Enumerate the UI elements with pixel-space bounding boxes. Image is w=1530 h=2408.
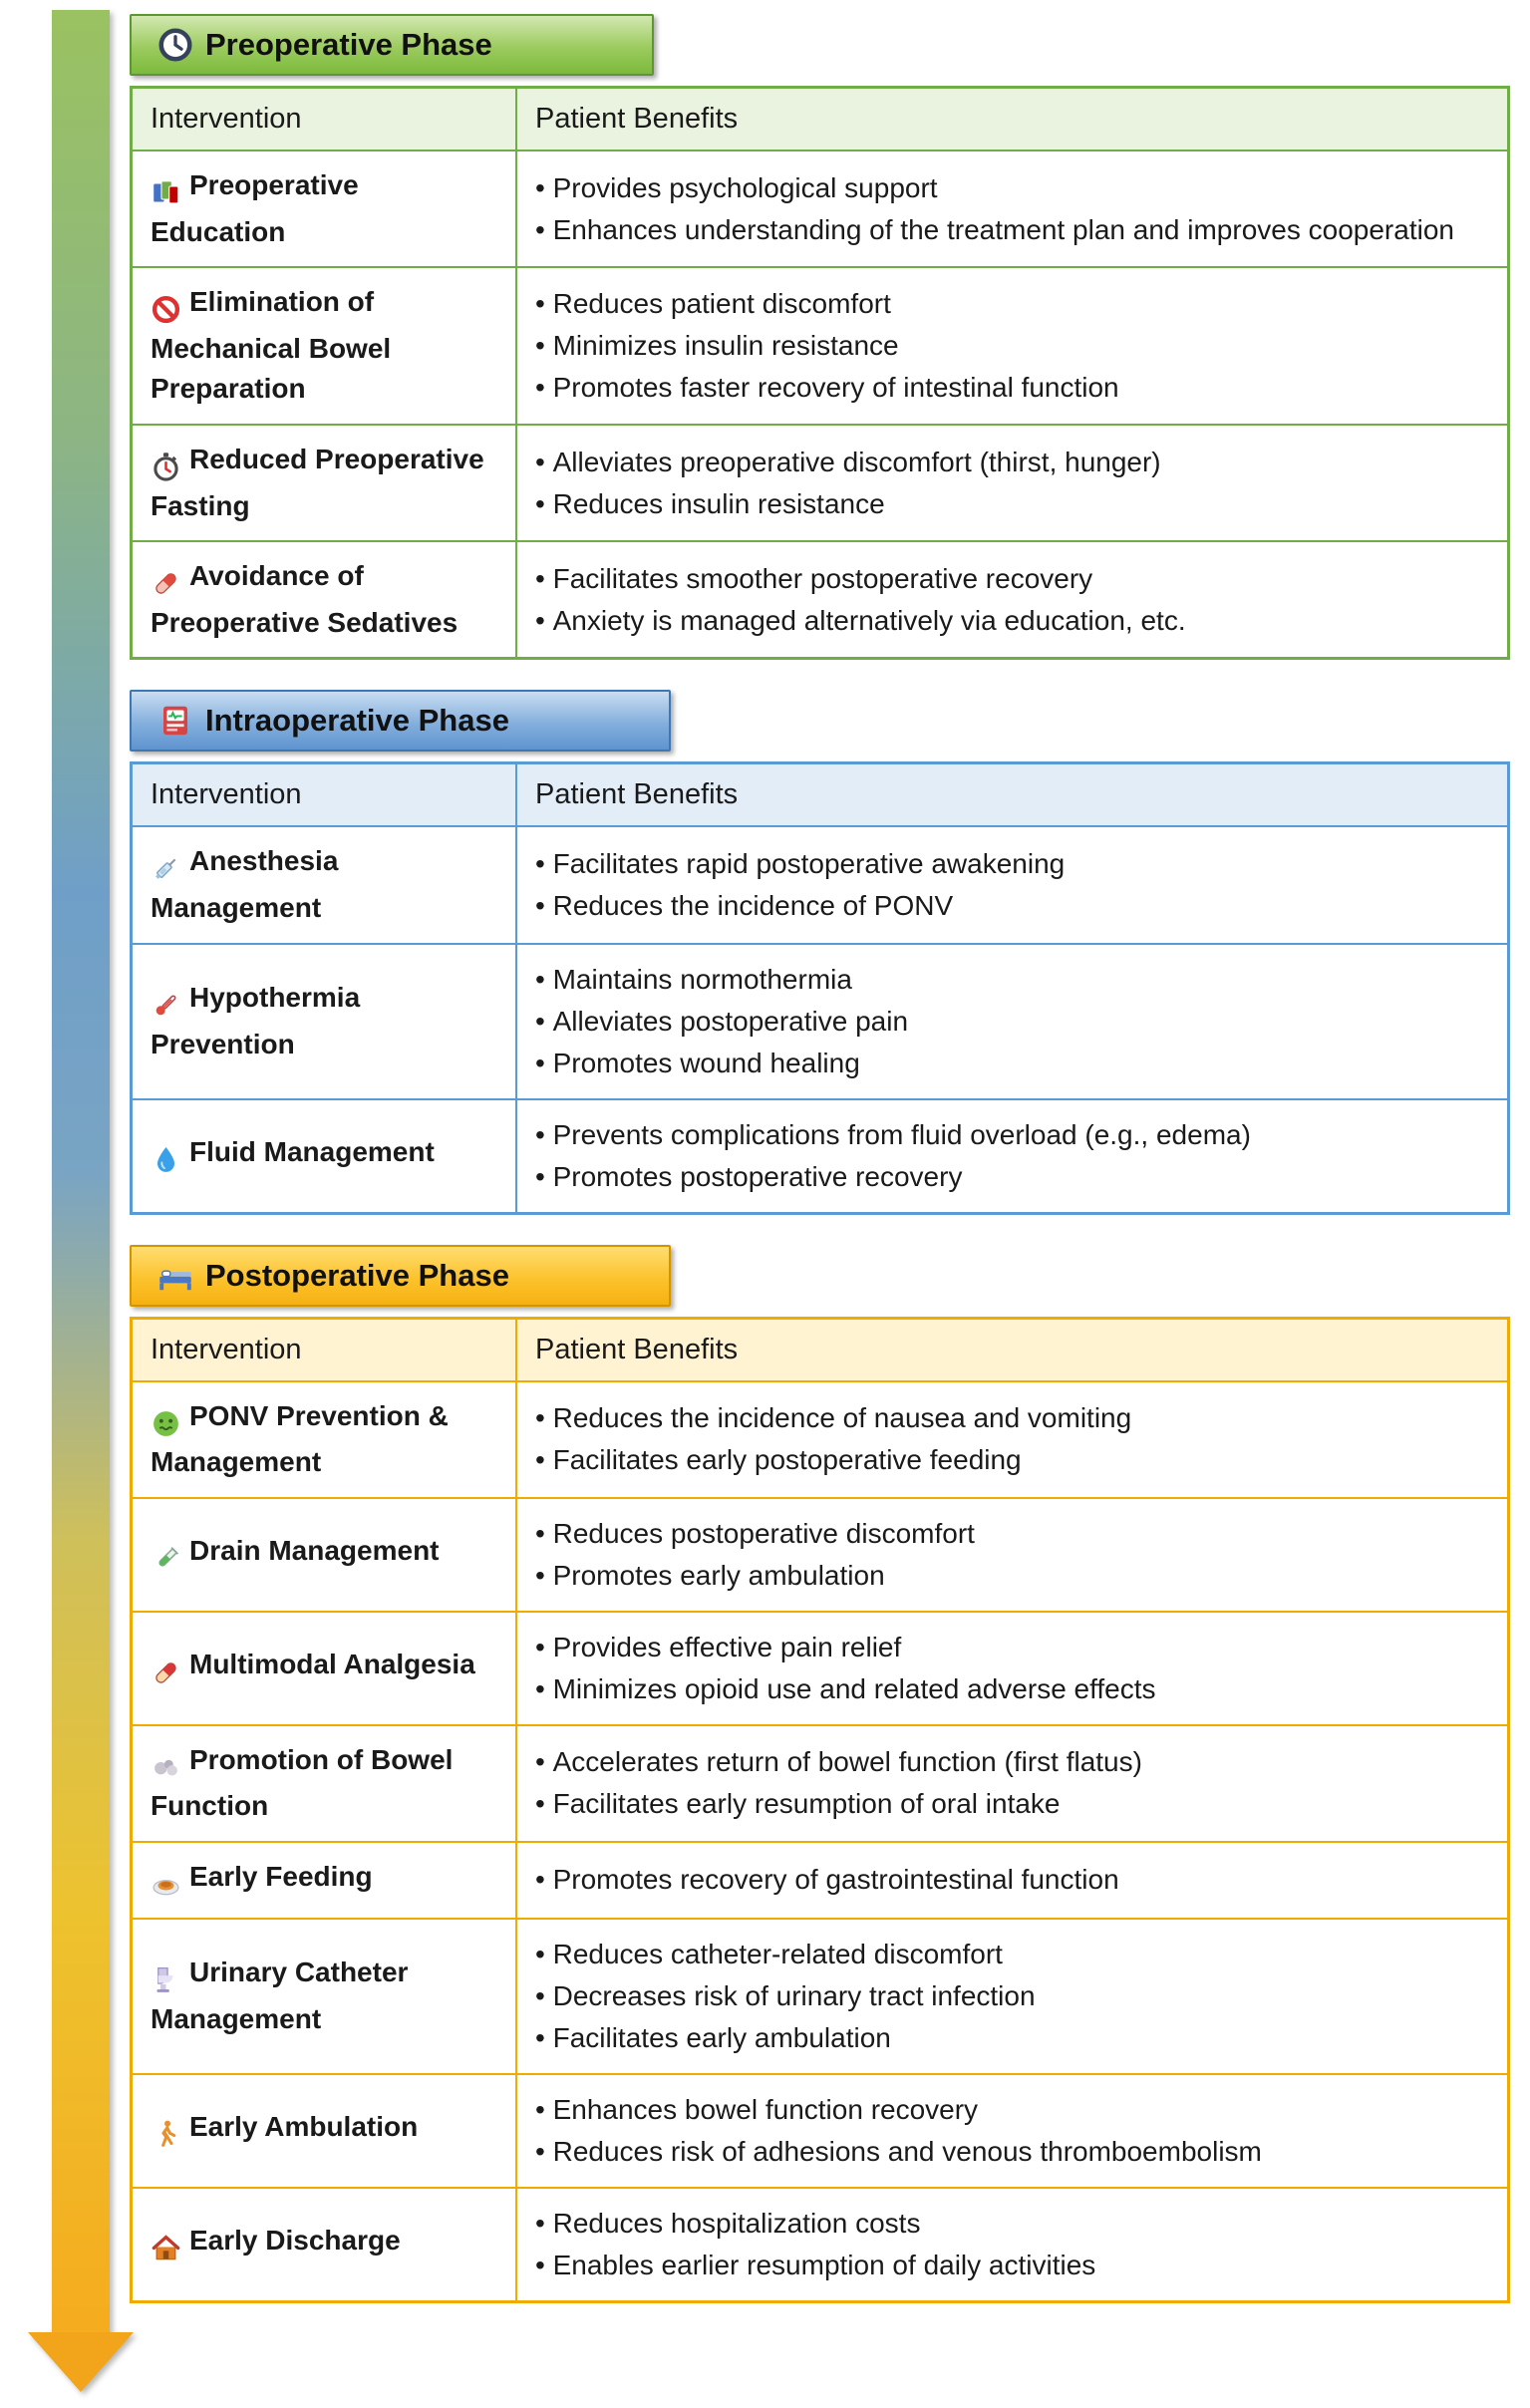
- benefit-item: • Promotes wound healing: [535, 1043, 1489, 1084]
- section-intraoperative: [130, 690, 1510, 1214]
- no-entry-icon: [151, 288, 181, 329]
- benefit-item: • Minimizes opioid use and related adverse effects: [535, 1668, 1489, 1710]
- table-row: [132, 2074, 1509, 2188]
- benefit-item: • Promotes postoperative recovery: [535, 1156, 1489, 1198]
- meal-icon: [151, 1863, 181, 1904]
- intervention-label: Early Discharge: [189, 2225, 401, 2257]
- benefit-item: • Anxiety is managed alternatively via education, etc.: [535, 600, 1489, 642]
- intervention-label: Multimodal Analgesia: [189, 1649, 475, 1680]
- droplet-icon: [151, 1138, 181, 1179]
- intervention-label: Avoidance of Preoperative Sedatives: [151, 560, 459, 638]
- benefit-item: • Maintains normothermia: [535, 959, 1489, 1001]
- benefit-item: • Facilitates early resumption of oral intake: [535, 1783, 1489, 1825]
- benefit-item: • Prevents complications from fluid overload (e.g., edema): [535, 1114, 1489, 1156]
- table-row: [132, 1381, 1509, 1498]
- intervention-label: Fluid Management: [189, 1136, 435, 1168]
- phase-header-postoperative: [130, 1245, 671, 1307]
- benefit-item: • Decreases risk of urinary tract infection: [535, 1975, 1489, 2017]
- intervention-label: Reduced Preoperative Fasting: [151, 443, 484, 521]
- benefit-item: • Facilitates early ambulation: [535, 2017, 1489, 2059]
- wind-icon: [151, 1746, 181, 1787]
- intraoperative-table: [130, 761, 1510, 1214]
- table-row: [132, 267, 1509, 425]
- benefit-item: • Reduces patient discomfort: [535, 283, 1489, 325]
- phase-title-preoperative: Preoperative Phase: [205, 27, 492, 62]
- benefit-item: • Alleviates preoperative discomfort (thirst, hunger): [535, 442, 1489, 483]
- benefit-item: • Minimizes insulin resistance: [535, 325, 1489, 367]
- benefit-item: • Facilitates smoother postoperative recovery: [535, 558, 1489, 600]
- benefit-item: • Enables earlier resumption of daily activities: [535, 2245, 1489, 2286]
- clock-icon: [157, 27, 193, 63]
- table-row: [132, 1919, 1509, 2074]
- intervention-label: Promotion of Bowel Function: [151, 1743, 454, 1822]
- syringe-icon: [151, 847, 181, 888]
- table-row: [132, 1842, 1509, 1919]
- benefit-item: • Reduces risk of adhesions and venous thromboembolism: [535, 2131, 1489, 2173]
- benefit-item: • Reduces insulin resistance: [535, 483, 1489, 525]
- column-header-benefits: Patient Benefits: [516, 88, 1509, 151]
- test-tube-icon: [151, 1537, 181, 1578]
- timeline-flow-arrow: [28, 10, 134, 2398]
- intervention-label: PONV Prevention & Management: [151, 1399, 449, 1478]
- benefit-item: • Reduces catheter-related discomfort: [535, 1934, 1489, 1975]
- bed-icon: [157, 1258, 193, 1294]
- column-header-intervention: Intervention: [132, 1318, 517, 1381]
- phase-header-intraoperative: [130, 690, 671, 752]
- postoperative-table: [130, 1317, 1510, 2303]
- column-header-benefits: Patient Benefits: [516, 763, 1509, 827]
- benefit-item: • Promotes early ambulation: [535, 1555, 1489, 1597]
- nausea-face-icon: [151, 1402, 181, 1443]
- section-postoperative: [130, 1245, 1510, 2303]
- phase-title-postoperative: Postoperative Phase: [205, 1257, 509, 1293]
- stopwatch-icon: [151, 446, 181, 486]
- benefit-item: • Provides effective pain relief: [535, 1627, 1489, 1668]
- table-row: [132, 944, 1509, 1099]
- phase-header-preoperative: [130, 14, 654, 76]
- phase-title-intraoperative: Intraoperative Phase: [205, 703, 509, 739]
- benefit-item: • Reduces hospitalization costs: [535, 2203, 1489, 2245]
- benefit-item: • Reduces the incidence of nausea and vomiting: [535, 1397, 1489, 1439]
- table-row: [132, 541, 1509, 659]
- flow-arrow-head: [28, 2332, 134, 2392]
- table-header-row: [132, 763, 1509, 827]
- house-icon: [151, 2227, 181, 2267]
- benefit-item: • Facilitates rapid postoperative awakening: [535, 843, 1489, 885]
- table-row: [132, 826, 1509, 943]
- pill-icon: [151, 562, 181, 603]
- column-header-intervention: Intervention: [132, 88, 517, 151]
- section-preoperative: [130, 14, 1510, 660]
- table-row: [132, 1099, 1509, 1214]
- intervention-label: Preoperative Education: [151, 169, 359, 247]
- column-header-benefits: Patient Benefits: [516, 1318, 1509, 1381]
- benefit-item: • Provides psychological support: [535, 167, 1489, 209]
- intervention-label: Hypothermia Prevention: [151, 981, 361, 1059]
- table-row: [132, 1498, 1509, 1612]
- benefit-item: • Reduces the incidence of PONV: [535, 885, 1489, 927]
- intervention-label: Drain Management: [189, 1535, 440, 1567]
- walking-icon: [151, 2113, 181, 2154]
- table-header-row: [132, 1318, 1509, 1381]
- benefit-item: • Enhances understanding of the treatment plan and improves cooperation: [535, 209, 1489, 251]
- benefit-item: • Promotes recovery of gastrointestinal function: [535, 1859, 1489, 1901]
- benefit-item: • Reduces postoperative discomfort: [535, 1513, 1489, 1555]
- intervention-label: Early Feeding: [189, 1860, 373, 1892]
- table-row: [132, 2188, 1509, 2302]
- benefit-item: • Facilitates early postoperative feeding: [535, 1439, 1489, 1481]
- table-header-row: [132, 88, 1509, 151]
- benefit-item: • Promotes faster recovery of intestinal function: [535, 367, 1489, 409]
- books-icon: [151, 171, 181, 212]
- intervention-label: Urinary Catheter Management: [151, 1956, 409, 2034]
- benefit-item: • Alleviates postoperative pain: [535, 1001, 1489, 1043]
- thermometer-icon: [151, 984, 181, 1025]
- toilet-icon: [151, 1958, 181, 1999]
- medical-monitor-icon: [157, 703, 193, 739]
- benefit-item: • Enhances bowel function recovery: [535, 2089, 1489, 2131]
- flow-arrow-shaft: [52, 10, 110, 2332]
- benefit-item: • Accelerates return of bowel function (first flatus): [535, 1741, 1489, 1783]
- table-row: [132, 1725, 1509, 1842]
- capsule-icon: [151, 1651, 181, 1691]
- table-row: [132, 1612, 1509, 1725]
- figure-content: [130, 0, 1510, 2303]
- preoperative-table: [130, 86, 1510, 660]
- intervention-label: Anesthesia Management: [151, 845, 339, 923]
- table-row: [132, 425, 1509, 541]
- column-header-intervention: Intervention: [132, 763, 517, 827]
- intervention-label: Elimination of Mechanical Bowel Preparation: [151, 286, 392, 405]
- table-row: [132, 150, 1509, 267]
- intervention-label: Early Ambulation: [189, 2111, 419, 2143]
